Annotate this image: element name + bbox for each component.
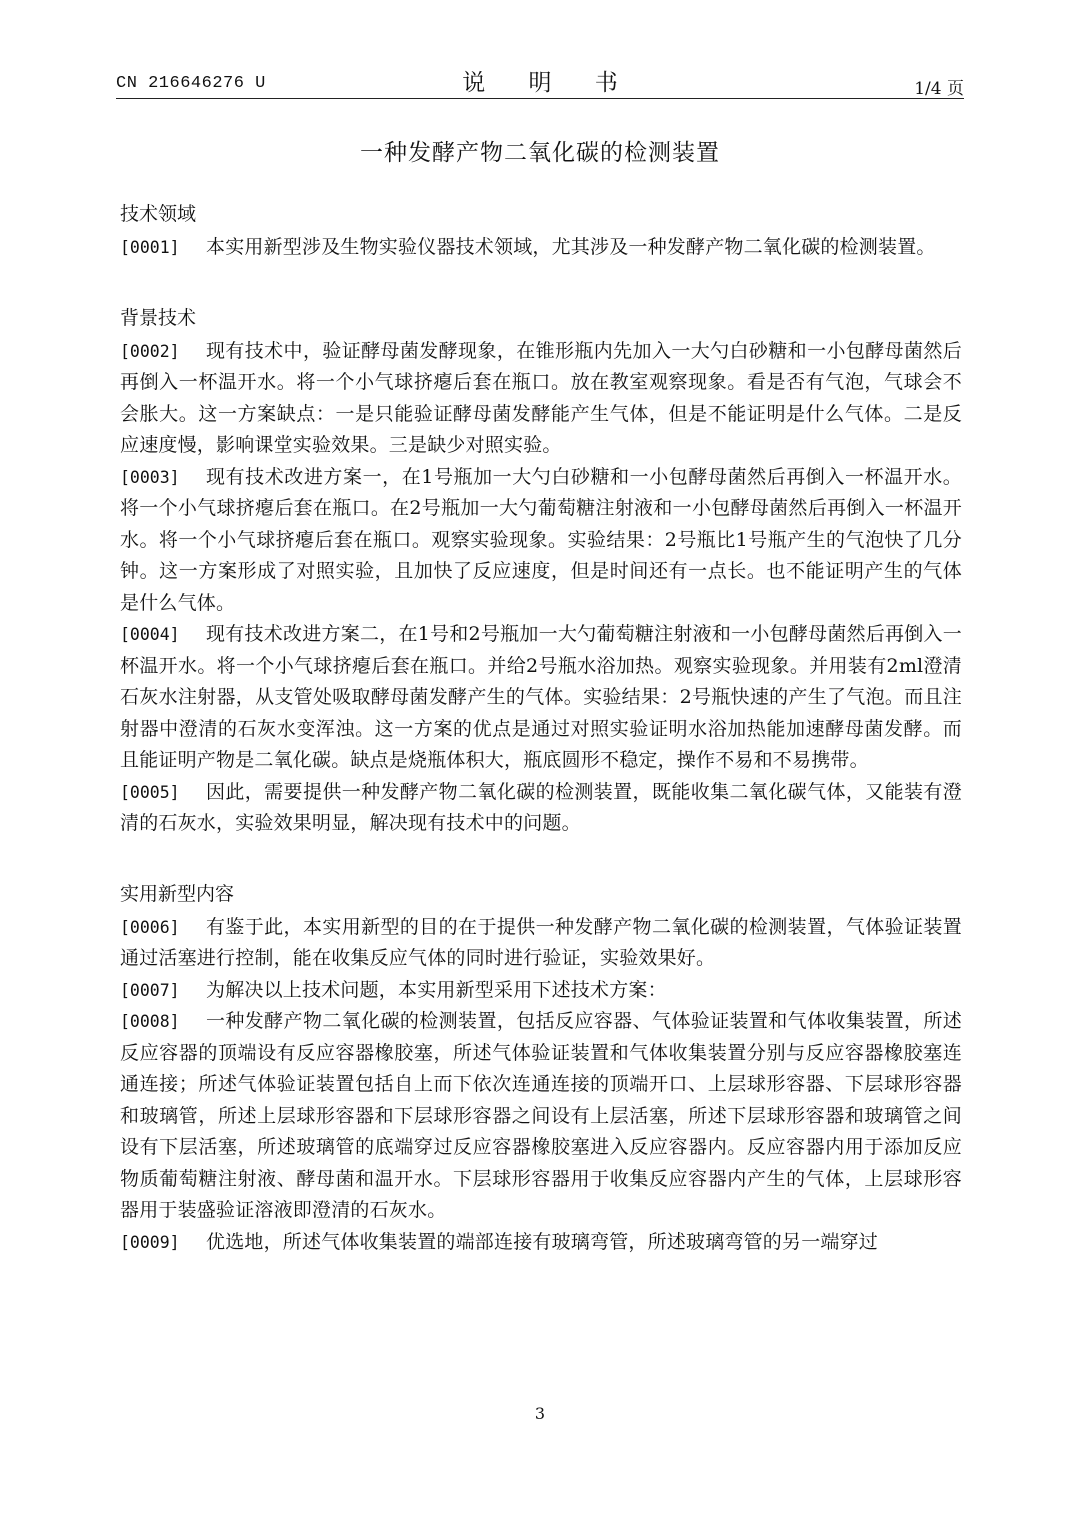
- document-type: 说 明 书: [462, 70, 636, 96]
- paragraph-number: [0001]: [120, 238, 180, 257]
- paragraph: [120, 1227, 962, 1259]
- paragraph: [120, 975, 962, 1007]
- paragraph: [120, 336, 962, 462]
- paragraph-text: 优选地，所述气体收集装置的端部连接有玻璃弯管，所述玻璃弯管的另一端穿过: [206, 1230, 879, 1253]
- paragraph-text: 因此，需要提供一种发酵产物二氧化碳的检测装置，既能收集二氧化碳气体，又能装有澄清的石灰水，实验效果明显，解决现有技术中的问题。: [120, 780, 962, 834]
- paragraph-text: 一种发酵产物二氧化碳的检测装置，包括反应容器、气体验证装置和气体收集装置，所述反应容器的顶端设有反应容器橡胶塞，所述气体验证装置和气体收集装置分别与反应容器橡胶塞连通连接；所述气体验证装置包括自上而下依次连通连接的顶端开口、上层球形容器、下层球形容器和玻璃管，所述上层球形容器和下层球形容器之间设有上层活塞，所述下层球形容器和玻璃管之间设有下层活塞，所述玻璃管的底端穿过反应容器橡胶塞进入反应容器内。反应容器内用于添加反应物质葡萄糖注射液、酵母菌和温开水。下层球形容器用于收集反应容器内产生的气体，上层球形容器用于装盛验证溶液即澄清的石灰水。: [120, 1010, 962, 1221]
- paragraph-text: 为解决以上技术问题，本实用新型采用下述技术方案：: [206, 978, 667, 1001]
- paragraph: [120, 619, 962, 777]
- paragraph-number: [0005]: [120, 782, 180, 802]
- publication-number: CN 216646276 U: [116, 74, 266, 93]
- paragraph-number: [0009]: [120, 1232, 180, 1252]
- section-heading: 技术领域: [120, 203, 197, 225]
- document-title: 一种发酵产物二氧化碳的检测装置: [360, 140, 720, 166]
- paragraph-number: [0006]: [120, 917, 180, 937]
- paragraph-text: 现有技术中，验证酵母菌发酵现象，在锥形瓶内先加入一大勺白砂糖和一小包酵母菌然后再倒入一杯温开水。将一个小气球挤瘪后套在瓶口。放在教室观察现象。看是否有气泡，气球会不会胀大。这一方案缺点：一是只能验证酵母菌发酵能产生气体，但是不能证明是什么气体。二是反应速度慢，影响课堂实验效果。三是缺少对照实验。: [120, 339, 962, 456]
- paragraph: [120, 232, 962, 264]
- paragraph: [120, 912, 962, 975]
- document-body: [120, 196, 962, 1258]
- paragraph-number: [0002]: [120, 341, 180, 361]
- paragraph: [120, 777, 962, 840]
- section-heading: 背景技术: [120, 306, 197, 329]
- page-header: [116, 62, 964, 98]
- paragraph-number: [0008]: [120, 1012, 180, 1031]
- section-heading: 实用新型内容: [120, 882, 235, 905]
- page-count: 1/4 页: [914, 79, 964, 99]
- paragraph-text: 有鉴于此，本实用新型的目的在于提供一种发酵产物二氧化碳的检测装置，气体验证装置通过活塞进行控制，能在收集反应气体的同时进行验证，实验效果好。: [120, 915, 962, 969]
- paragraph-number: [0003]: [120, 467, 180, 487]
- paragraph: [120, 1006, 962, 1227]
- paragraph-number: [0004]: [120, 625, 180, 644]
- paragraph-text: 现有技术改进方案二，在1号和2号瓶加一大勺葡萄糖注射液和一小包酵母菌然后再倒入一杯温开水。将一个小气球挤瘪后套在瓶口。并给2号瓶水浴加热。观察实验现象。并用装有2ml澄清石灰水注射器，从支管处吸取酵母菌发酵产生的气体。实验结果：2号瓶快速的产生了气泡。而且注射器中澄清的石灰水变浑浊。这一方案的优点是通过对照实验证明水浴加热能加速酵母菌发酵。而且能证明产物是二氧化碳。缺点是烧瓶体积大，瓶底圆形不稳定，操作不易和不易携带。: [120, 623, 962, 771]
- paragraph-text: 本实用新型涉及生物实验仪器技术领域，尤其涉及一种发酵产物二氧化碳的检测装置。: [206, 236, 936, 258]
- page-number: 3: [534, 1404, 546, 1423]
- paragraph: [120, 462, 962, 620]
- header-divider: [116, 98, 964, 99]
- paragraph-text: 现有技术改进方案一，在1号瓶加一大勺白砂糖和一小包酵母菌然后再倒入一杯温开水。将一个小气球挤瘪后套在瓶口。在2号瓶加一大勺葡萄糖注射液和一小包酵母菌然后再倒入一杯温开水。将一个小气球挤瘪后套在瓶口。观察实验现象。实验结果：2号瓶比1号瓶产生的气泡快了几分钟。这一方案形成了对照实验，且加快了反应速度，但是时间还有一点长。也不能证明产生的气体是什么气体。: [120, 465, 962, 614]
- paragraph-number: [0007]: [120, 980, 180, 1000]
